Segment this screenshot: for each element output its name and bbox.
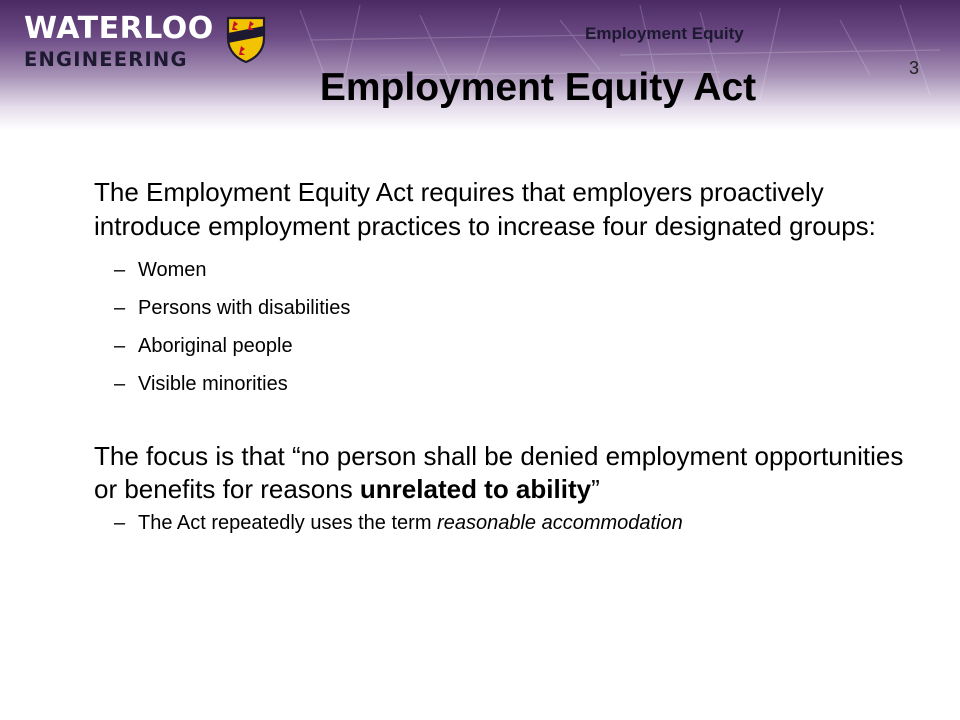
list-item	[94, 258, 914, 282]
slide-body	[94, 176, 914, 535]
list-item	[94, 511, 914, 535]
focus-text: The focus is that “no person shall be denied employment opportunities or benefits for reasons	[94, 440, 904, 505]
intro-paragraph: The Employment Equity Act requires that employers proactively introduce employment practices to increase four designated groups:	[94, 177, 876, 241]
slide-number: 3	[909, 58, 920, 78]
section-label: Employment Equity	[585, 24, 744, 43]
note-term: reasonable accommodation	[437, 512, 683, 535]
logo-wordmark-bottom: ENGINEERING	[24, 48, 188, 71]
university-logo	[24, 11, 266, 71]
note-lead: The Act repeatedly uses the term	[138, 512, 438, 535]
focus-emphasis: unrelated to ability	[359, 474, 592, 505]
dash-bullet: –	[114, 372, 126, 395]
list-item	[94, 296, 914, 320]
list-item	[94, 334, 914, 358]
slide-title: Employment Equity Act	[319, 66, 757, 109]
focus-paragraph	[94, 440, 914, 508]
designated-groups-list	[94, 258, 914, 396]
list-item-label: Persons with disabilities	[138, 296, 351, 319]
dash-bullet: –	[114, 334, 126, 357]
logo-wordmark-top: WATERLOO	[24, 11, 214, 46]
crest-icon	[226, 16, 266, 64]
note-text	[138, 511, 683, 535]
list-item-label: Visible minorities	[138, 372, 288, 395]
focus-closing-quote: ”	[591, 474, 600, 505]
focus-notes-list	[94, 511, 914, 535]
dash-bullet: –	[114, 512, 126, 535]
list-item	[94, 372, 914, 396]
list-item-label: Aboriginal people	[138, 334, 293, 357]
list-item-label: Women	[138, 258, 207, 281]
dash-bullet: –	[114, 258, 126, 281]
dash-bullet: –	[114, 296, 126, 319]
